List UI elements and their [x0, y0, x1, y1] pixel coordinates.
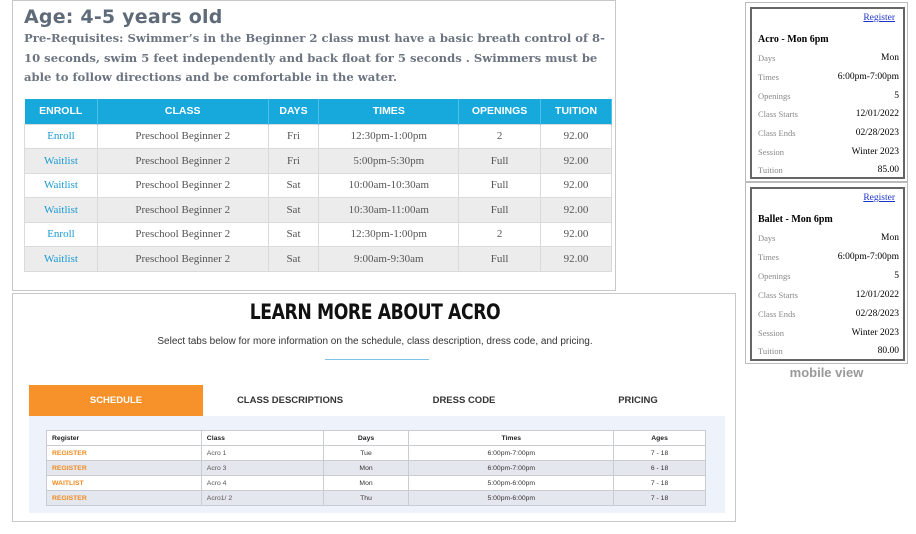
table-header-row — [25, 99, 612, 124]
ages-cell: 7 - 18 — [614, 446, 706, 461]
column-header: TIMES — [319, 99, 459, 124]
waitlist-link[interactable]: Waitlist — [25, 198, 98, 223]
table-row — [47, 446, 706, 461]
class-cell: Preschool Beginner 2 — [97, 149, 268, 174]
table-row — [47, 491, 706, 506]
acro-heading: LEARN MORE ABOUT ACRO — [249, 300, 501, 324]
field-value: 12/01/2022 — [855, 290, 899, 300]
tuition-cell: 92.00 — [541, 198, 612, 223]
day-cell: Sat — [268, 222, 319, 247]
time-cell: 5:00pm-6:00pm — [409, 476, 614, 491]
class-cell: Preschool Beginner 2 — [97, 198, 268, 223]
waitlist-link[interactable]: Waitlist — [25, 247, 98, 272]
day-cell: Tue — [323, 446, 409, 461]
field-label: Times — [758, 252, 779, 262]
field-label: Class Ends — [758, 309, 796, 319]
field-value: 02/28/2023 — [855, 128, 899, 138]
time-cell: 9:00am-9:30am — [319, 247, 459, 272]
day-cell: Mon — [323, 461, 409, 476]
register-link[interactable]: Register — [863, 13, 895, 23]
field-label: Class Starts — [758, 290, 798, 300]
ages-cell: 7 - 18 — [614, 491, 706, 506]
day-cell: Sat — [268, 173, 319, 198]
tab-schedule[interactable]: SCHEDULE — [29, 385, 203, 416]
card-field-tuition — [758, 165, 899, 175]
waitlist-link[interactable]: Waitlist — [25, 173, 98, 198]
column-header: Class — [201, 431, 323, 446]
field-label: Class Ends — [758, 128, 796, 138]
register-link[interactable]: REGISTER — [47, 461, 202, 476]
field-value: 02/28/2023 — [855, 309, 899, 319]
column-header: Times — [409, 431, 614, 446]
column-header: DAYS — [268, 99, 319, 124]
field-label: Class Starts — [758, 109, 798, 119]
field-value: Mon — [881, 233, 899, 243]
table-row — [25, 124, 612, 149]
card-field-class-ends — [758, 128, 899, 138]
time-cell: 12:30pm-1:00pm — [319, 124, 459, 149]
field-label: Session — [758, 147, 784, 157]
openings-cell: Full — [459, 149, 541, 174]
day-cell: Thu — [323, 491, 409, 506]
time-cell: 10:00am-10:30am — [319, 173, 459, 198]
field-label: Tuition — [758, 165, 783, 175]
tuition-cell: 92.00 — [541, 149, 612, 174]
tab-bar — [29, 385, 725, 416]
register-link[interactable]: Register — [863, 193, 895, 203]
class-cell: Acro1/ 2 — [201, 491, 323, 506]
day-cell: Sat — [268, 247, 319, 272]
tab-dress-code[interactable]: DRESS CODE — [432, 395, 496, 406]
table-header-row — [47, 431, 706, 446]
field-label: Openings — [758, 91, 791, 101]
tuition-cell: 92.00 — [541, 222, 612, 247]
acro-schedule-table — [46, 430, 706, 506]
table-row — [25, 173, 612, 198]
table-row — [25, 198, 612, 223]
column-header: TUITION — [541, 99, 612, 124]
field-value: 5 — [894, 271, 899, 281]
time-cell: 12:30pm-1:00pm — [319, 222, 459, 247]
column-header: Register — [47, 431, 202, 446]
waitlist-link[interactable]: Waitlist — [25, 149, 98, 174]
card-field-class-starts — [758, 109, 899, 119]
field-label: Days — [758, 233, 776, 243]
card-field-days — [758, 53, 899, 63]
enroll-link[interactable]: Enroll — [25, 124, 98, 149]
card-field-openings — [758, 91, 899, 101]
swim-schedule-table — [24, 99, 612, 272]
time-cell: 5:00pm-5:30pm — [319, 149, 459, 174]
card-title: Ballet - Mon 6pm — [758, 214, 833, 225]
card-field-session — [758, 147, 899, 157]
field-value: Mon — [881, 53, 899, 63]
tab-pricing[interactable]: PRICING — [618, 395, 658, 406]
tuition-cell: 92.00 — [541, 247, 612, 272]
column-header: CLASS — [97, 99, 268, 124]
ages-cell: 7 - 18 — [614, 476, 706, 491]
day-cell: Fri — [268, 124, 319, 149]
openings-cell: Full — [459, 247, 541, 272]
field-value: 12/01/2022 — [855, 109, 899, 119]
tuition-cell: 92.00 — [541, 124, 612, 149]
waitlist-link[interactable]: WAITLIST — [47, 476, 202, 491]
ages-cell: 6 - 18 — [614, 461, 706, 476]
card-field-session — [758, 328, 899, 338]
field-value: Winter 2023 — [851, 328, 899, 338]
day-cell: Sat — [268, 198, 319, 223]
field-value: 6:00pm-7:00pm — [837, 72, 899, 82]
openings-cell: Full — [459, 173, 541, 198]
class-card — [750, 7, 905, 179]
card-field-class-ends — [758, 309, 899, 319]
schedule-tab-panel — [29, 416, 725, 513]
table-row — [47, 461, 706, 476]
acro-subheading: Select tabs below for more information on the schedule, class description, dress code, and pricing. — [157, 336, 593, 347]
card-field-tuition — [758, 346, 899, 356]
column-header: Ages — [614, 431, 706, 446]
field-label: Times — [758, 72, 779, 82]
tuition-cell: 92.00 — [541, 173, 612, 198]
time-cell: 6:00pm-7:00pm — [409, 446, 614, 461]
class-cell: Acro 4 — [201, 476, 323, 491]
card-field-days — [758, 233, 899, 243]
class-cell: Preschool Beginner 2 — [97, 173, 268, 198]
field-label: Session — [758, 328, 784, 338]
enroll-link[interactable]: Enroll — [25, 222, 98, 247]
field-label: Days — [758, 53, 776, 63]
age-heading: Age: 4-5 years old — [24, 6, 223, 28]
openings-cell: 2 — [459, 124, 541, 149]
time-cell: 5:00pm-6:00pm — [409, 491, 614, 506]
field-value: 85.00 — [877, 165, 899, 175]
table-row — [25, 222, 612, 247]
acro-panel — [12, 293, 736, 522]
field-label: Openings — [758, 271, 791, 281]
class-cell: Preschool Beginner 2 — [97, 247, 268, 272]
column-header: Days — [323, 431, 409, 446]
column-header: OPENINGS — [459, 99, 541, 124]
class-card — [750, 187, 905, 361]
field-value: 5 — [894, 91, 899, 101]
openings-cell: Full — [459, 198, 541, 223]
card-field-times — [758, 252, 899, 262]
day-cell: Mon — [323, 476, 409, 491]
column-header: ENROLL — [25, 99, 98, 124]
class-cell: Acro 3 — [201, 461, 323, 476]
class-cell: Preschool Beginner 2 — [97, 222, 268, 247]
mobile-view-frame — [745, 2, 908, 182]
swim-schedule-panel — [12, 0, 616, 291]
field-value: 6:00pm-7:00pm — [837, 252, 899, 262]
card-field-class-starts — [758, 290, 899, 300]
table-row — [47, 476, 706, 491]
mobile-view-frame — [745, 182, 908, 364]
prerequisites-text: Pre-Requisites: Swimmer’s in the Beginner 2 class must have a basic breath control of 8-10 seconds, swim 5 feet independently and back float for 5 seconds . Swimmers must be able to follow directions and be comfortable in the water. — [24, 31, 605, 84]
divider — [325, 359, 429, 360]
tab-class-descriptions[interactable]: CLASS DESCRIPTIONS — [236, 395, 344, 406]
field-value: Winter 2023 — [851, 147, 899, 157]
register-link[interactable]: REGISTER — [47, 446, 202, 461]
field-value: 80.00 — [877, 346, 899, 356]
field-label: Tuition — [758, 346, 783, 356]
class-cell: Acro 1 — [201, 446, 323, 461]
time-cell: 10:30am-11:00am — [319, 198, 459, 223]
table-row — [25, 149, 612, 174]
day-cell: Fri — [268, 149, 319, 174]
card-title: Acro - Mon 6pm — [758, 34, 829, 45]
card-field-openings — [758, 271, 899, 281]
time-cell: 6:00pm-7:00pm — [409, 461, 614, 476]
register-link[interactable]: REGISTER — [47, 491, 202, 506]
card-field-times — [758, 72, 899, 82]
mobile-view-label: mobile view — [789, 365, 864, 380]
openings-cell: 2 — [459, 222, 541, 247]
class-cell: Preschool Beginner 2 — [97, 124, 268, 149]
table-row — [25, 247, 612, 272]
